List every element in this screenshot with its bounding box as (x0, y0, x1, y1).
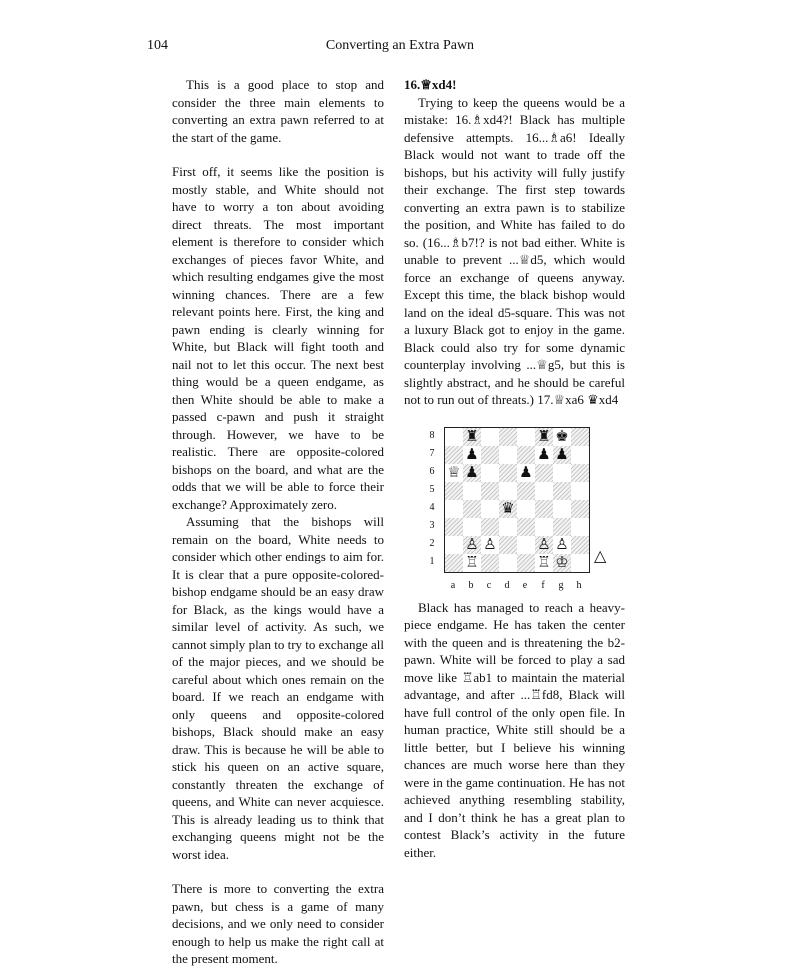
chess-piece-square: ♜ (535, 428, 553, 446)
chess-piece-square: ♟ (517, 464, 535, 482)
board-square (571, 464, 589, 482)
board-square (499, 536, 517, 554)
board-square (571, 446, 589, 464)
board-square (445, 536, 463, 554)
file-labels (444, 577, 588, 595)
rank-label: 7 (429, 447, 435, 459)
board-square (499, 518, 517, 536)
board-square (445, 518, 463, 536)
chess-piece-square: ♜ (463, 428, 481, 446)
chess-piece-square: ♙ (481, 536, 499, 554)
board-square (517, 446, 535, 464)
board-square (445, 482, 463, 500)
board-square (535, 500, 553, 518)
board-square (535, 482, 553, 500)
board-square (553, 464, 571, 482)
chess-piece-square: ♙ (463, 536, 481, 554)
board-square (571, 554, 589, 572)
paragraph: Assuming that the bishops will remain on the board, White needs to consider which other endings to aim for. It is clear that a pure opposite-colored-bishop endgame should be an easy draw for Black, as the kings would have a similar level of activity. As such, we cannot simply plan to try to exchange all of the major pieces, and we should be careful about which ones remain on the board. If we reach an endgame with only queens and opposite-colored bishops, Black should make an easy draw. This is because he will be able to stick his queen on an active square, constantly threaten the exchange of queens, and White can never acquiesce. This is already leading us to think that exchanging queens might not be the worst idea. (172, 514, 384, 862)
file-label: d (504, 579, 510, 591)
rank-label: 5 (429, 483, 435, 495)
rank-label: 8 (429, 429, 435, 441)
board-square (517, 482, 535, 500)
move-heading: 16.♕xd4! (404, 77, 457, 92)
file-label: e (522, 579, 528, 591)
rank-label: 4 (429, 501, 435, 513)
paragraph: First off, it seems like the position is mostly stable, and White should not have to worry a ton about avoiding direct threats. The most important element is therefore to consider which exchanges of pieces favor White, and which resulting endgames give the most winning chances. There are a few relevant points here. First, the king and pawn ending is clearly winning for White, but Black will fight tooth and nail not to let this occur. The next best thing would be a queen endgame, as then White should be able to make a passed c-pawn and push it straight through. However, we have to be realistic. There are opposite-colored bishops on the board, and what are the odds that we will be able to force their exchange? Approximately zero. (172, 164, 384, 512)
board-square (499, 482, 517, 500)
chess-diagram (404, 419, 625, 593)
board-square (517, 536, 535, 554)
chess-piece-square: ♙ (553, 536, 571, 554)
rank-label: 1 (429, 555, 435, 567)
chess-piece-square: ♟ (553, 446, 571, 464)
board-square (517, 518, 535, 536)
board-square (445, 446, 463, 464)
board-square (499, 464, 517, 482)
board-square (445, 554, 463, 572)
chess-piece-square: ♖ (535, 554, 553, 572)
running-title: Converting an Extra Pawn (325, 38, 475, 53)
board-square (481, 482, 499, 500)
paragraph: Black has managed to reach a heavy-piece endgame. He has taken the center with the queen and is threatening the b2-pawn. White will be forced to play a sad move like ♖ab1 to maintain the material advantage, and after ...♖fd8, Black will have full control of the only open file. In human practice, White still should be a little better, but I believe his winning chances are much worse here than they were in the game continuation. He has not achieved anything resembling stability, and I don’t think he has a great plan to contest Black’s activity in the future either. (404, 599, 625, 860)
board-square (553, 500, 571, 518)
board-square (571, 482, 589, 500)
board-square (535, 518, 553, 536)
board-square (517, 500, 535, 518)
board-square (499, 554, 517, 572)
file-label: f (541, 579, 545, 591)
side-to-move-icon: △ (594, 545, 607, 565)
board-square (571, 518, 589, 536)
left-column (172, 76, 384, 968)
chess-piece-square: ♛ (499, 500, 517, 518)
board-square (499, 446, 517, 464)
board-square (553, 482, 571, 500)
rank-label: 3 (429, 519, 435, 531)
chess-board (444, 427, 590, 573)
board-square (499, 428, 517, 446)
paragraph: This is a good place to stop and consider the three main elements to converting an extra pawn referred to at the start of the game. (172, 77, 384, 145)
board-square (553, 518, 571, 536)
page-number: 104 (147, 38, 168, 53)
board-square (535, 464, 553, 482)
board-square (571, 428, 589, 446)
board-square (571, 500, 589, 518)
board-square (481, 446, 499, 464)
board-square (463, 500, 481, 518)
board-square (481, 500, 499, 518)
file-label: c (486, 579, 492, 591)
chess-piece-square: ♙ (535, 536, 553, 554)
chess-piece-square: ♕ (445, 464, 463, 482)
board-square (463, 518, 481, 536)
board-square (481, 464, 499, 482)
file-label: a (450, 579, 456, 591)
rank-label: 2 (429, 537, 435, 549)
chess-piece-square: ♟ (463, 446, 481, 464)
chess-piece-square: ♖ (463, 554, 481, 572)
right-column (404, 76, 625, 861)
board-square (517, 428, 535, 446)
file-label: g (558, 579, 564, 591)
board-square (481, 554, 499, 572)
paragraph: There is more to converting the extra pawn, but chess is a game of many decisions, and we only need to consider enough to help us make the right call at the present moment. (172, 881, 384, 966)
file-label: b (468, 579, 474, 591)
file-label: h (576, 579, 582, 591)
chess-piece-square: ♔ (553, 554, 571, 572)
board-square (463, 482, 481, 500)
rank-label: 6 (429, 465, 435, 477)
chess-piece-square: ♚ (553, 428, 571, 446)
board-square (517, 554, 535, 572)
board-square (481, 428, 499, 446)
board-square (571, 536, 589, 554)
board-square (481, 518, 499, 536)
board-square (445, 428, 463, 446)
board-square (445, 500, 463, 518)
rank-labels (426, 427, 438, 571)
chess-piece-square: ♟ (463, 464, 481, 482)
paragraph: Trying to keep the queens would be a mistake: 16.♗xd4?! Black has multiple defensive attempts. 16...♗a6! Ideally Black would not want to trade off the bishops, but his activity will fully justify their exchange. The first step towards converting an extra pawn is to stabilize the position, and White has failed to do so. (16...♗b7!? is not bad either. White is unable to prevent ...♕d5, which would force an exchange of queens anyway. Except this time, the black bishop would land on the ideal d5-square. This was not a luxury Black got to enjoy in the game. Black could also try for some dynamic counterplay involving ...♕g5, but this is slightly abstract, and he should be careful not to run out of threats.) 17.♕xa6 ♛xd4 (404, 94, 625, 407)
chess-piece-square: ♟ (535, 446, 553, 464)
